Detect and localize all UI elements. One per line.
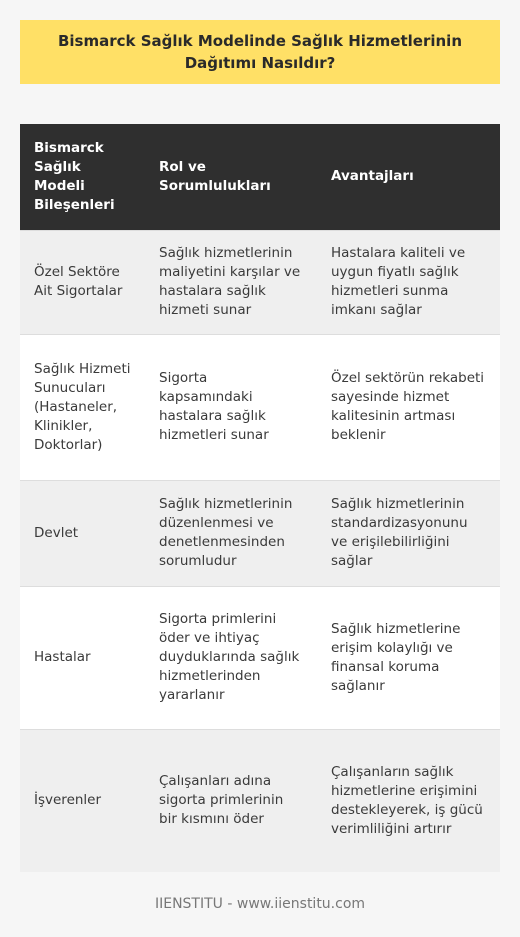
header-components: Bismarck Sağlık Modeli Bileşenleri — [20, 124, 145, 230]
page-title: Bismarck Sağlık Modelinde Sağlık Hizmetlerinin Dağıtımı Nasıldır? — [57, 32, 463, 72]
footer-credit: IIENSTITU - www.iienstitu.com — [154, 896, 366, 912]
table-row — [20, 334, 500, 480]
info-table — [20, 124, 500, 872]
table-row — [20, 230, 500, 334]
table-row — [20, 729, 500, 872]
cell-advantage: Hastalara kaliteli ve uygun fiyatlı sağlık hizmetleri sunma imkanı sağlar — [317, 230, 500, 334]
cell-component: Özel Sektöre Ait Sigortalar — [20, 230, 145, 334]
cell-role: Sağlık hizmetlerinin düzenlenmesi ve denetlenmesinden sorumludur — [145, 480, 317, 586]
table-row — [20, 586, 500, 729]
cell-component: Sağlık Hizmeti Sunucuları (Hastaneler, Klinikler, Doktorlar) — [20, 334, 145, 480]
table-row — [20, 480, 500, 586]
header-advantages: Avantajları — [317, 124, 500, 230]
cell-advantage: Çalışanların sağlık hizmetlerine erişimini destekleyerek, iş gücü verimliliğini artırır — [317, 729, 500, 872]
header-roles: Rol ve Sorumlulukları — [145, 124, 317, 230]
cell-role: Sigorta kapsamındaki hastalara sağlık hizmetleri sunar — [145, 334, 317, 480]
cell-role: Sağlık hizmetlerinin maliyetini karşılar ve hastalara sağlık hizmeti sunar — [145, 230, 317, 334]
cell-component: Hastalar — [20, 586, 145, 729]
cell-component: İşverenler — [20, 729, 145, 872]
cell-component: Devlet — [20, 480, 145, 586]
cell-role: Çalışanları adına sigorta primlerinin bir kısmını öder — [145, 729, 317, 872]
cell-advantage: Sağlık hizmetlerinin standardizasyonunu ve erişilebilirliğini sağlar — [317, 480, 500, 586]
cell-role: Sigorta primlerini öder ve ihtiyaç duyduklarında sağlık hizmetlerinden yararlanır — [145, 586, 317, 729]
cell-advantage: Özel sektörün rekabeti sayesinde hizmet kalitesinin artması beklenir — [317, 334, 500, 480]
title-banner — [20, 20, 500, 84]
cell-advantage: Sağlık hizmetlerine erişim kolaylığı ve finansal koruma sağlanır — [317, 586, 500, 729]
table-header-row — [20, 124, 500, 230]
